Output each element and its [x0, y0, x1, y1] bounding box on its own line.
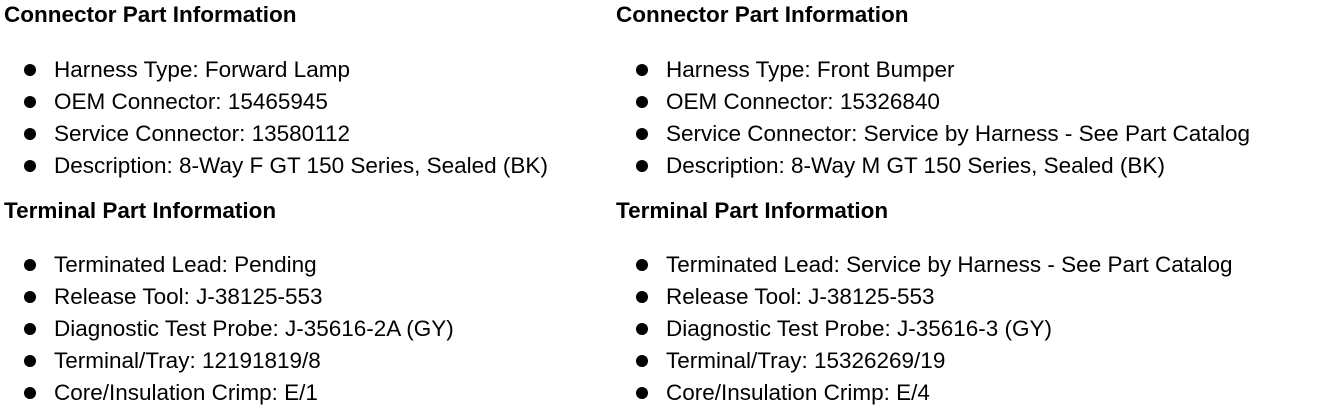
- list-item: [4, 86, 548, 118]
- list-item: [616, 249, 1233, 281]
- item-text: Release Tool: J-38125-553: [666, 284, 935, 309]
- list-item: [4, 377, 454, 409]
- bullet-icon: [24, 291, 36, 303]
- bullet-icon: [636, 291, 648, 303]
- bullet-icon: [636, 355, 648, 367]
- item-text: Terminated Lead: Pending: [54, 252, 317, 277]
- bullet-icon: [636, 387, 648, 399]
- terminal-part-heading: Terminal Part Information: [616, 198, 889, 223]
- connector-part-list: [4, 54, 548, 182]
- list-item: [616, 118, 1250, 150]
- item-text: Description: 8-Way F GT 150 Series, Sealed (BK): [54, 153, 548, 178]
- bullet-icon: [636, 64, 648, 76]
- bullet-icon: [24, 387, 36, 399]
- list-item: [4, 54, 548, 86]
- bullet-icon: [636, 323, 648, 335]
- list-item: [616, 281, 1233, 313]
- bullet-icon: [636, 128, 648, 140]
- item-text: OEM Connector: 15326840: [666, 89, 940, 114]
- item-text: Diagnostic Test Probe: J-35616-3 (GY): [666, 316, 1053, 341]
- bullet-icon: [24, 160, 36, 172]
- list-item: [616, 377, 1233, 409]
- item-text: Harness Type: Front Bumper: [666, 57, 955, 82]
- bullet-icon: [24, 128, 36, 140]
- list-item: [616, 150, 1250, 182]
- terminal-part-list: [616, 249, 1233, 409]
- item-text: OEM Connector: 15465945: [54, 89, 328, 114]
- item-text: Terminal/Tray: 12191819/8: [54, 348, 321, 373]
- list-item: [616, 86, 1250, 118]
- item-text: Service Connector: 13580112: [54, 121, 351, 146]
- terminal-part-heading: Terminal Part Information: [4, 198, 277, 223]
- list-item: [4, 313, 454, 345]
- item-text: Core/Insulation Crimp: E/1: [54, 380, 318, 405]
- item-text: Release Tool: J-38125-553: [54, 284, 323, 309]
- bullet-icon: [24, 323, 36, 335]
- connector-part-heading: Connector Part Information: [4, 2, 297, 27]
- bullet-icon: [636, 96, 648, 108]
- list-item: [4, 281, 454, 313]
- list-item: [4, 150, 548, 182]
- bullet-icon: [24, 355, 36, 367]
- bullet-icon: [24, 259, 36, 271]
- item-text: Harness Type: Forward Lamp: [54, 57, 350, 82]
- item-text: Terminated Lead: Service by Harness - See Part Catalog: [666, 252, 1233, 277]
- item-text: Diagnostic Test Probe: J-35616-2A (GY): [54, 316, 454, 341]
- bullet-icon: [636, 160, 648, 172]
- bullet-icon: [636, 259, 648, 271]
- list-item: [616, 313, 1233, 345]
- item-text: Service Connector: Service by Harness - See Part Catalog: [666, 121, 1251, 146]
- list-item: [616, 54, 1250, 86]
- item-text: Core/Insulation Crimp: E/4: [666, 380, 930, 405]
- list-item: [4, 249, 454, 281]
- connector-part-heading: Connector Part Information: [616, 2, 909, 27]
- bullet-icon: [24, 64, 36, 76]
- list-item: [4, 345, 454, 377]
- connector-part-list: [616, 54, 1250, 182]
- item-text: Description: 8-Way M GT 150 Series, Sealed (BK): [666, 153, 1165, 178]
- list-item: [616, 345, 1233, 377]
- terminal-part-list: [4, 249, 454, 409]
- list-item: [4, 118, 548, 150]
- item-text: Terminal/Tray: 15326269/19: [666, 348, 946, 373]
- bullet-icon: [24, 96, 36, 108]
